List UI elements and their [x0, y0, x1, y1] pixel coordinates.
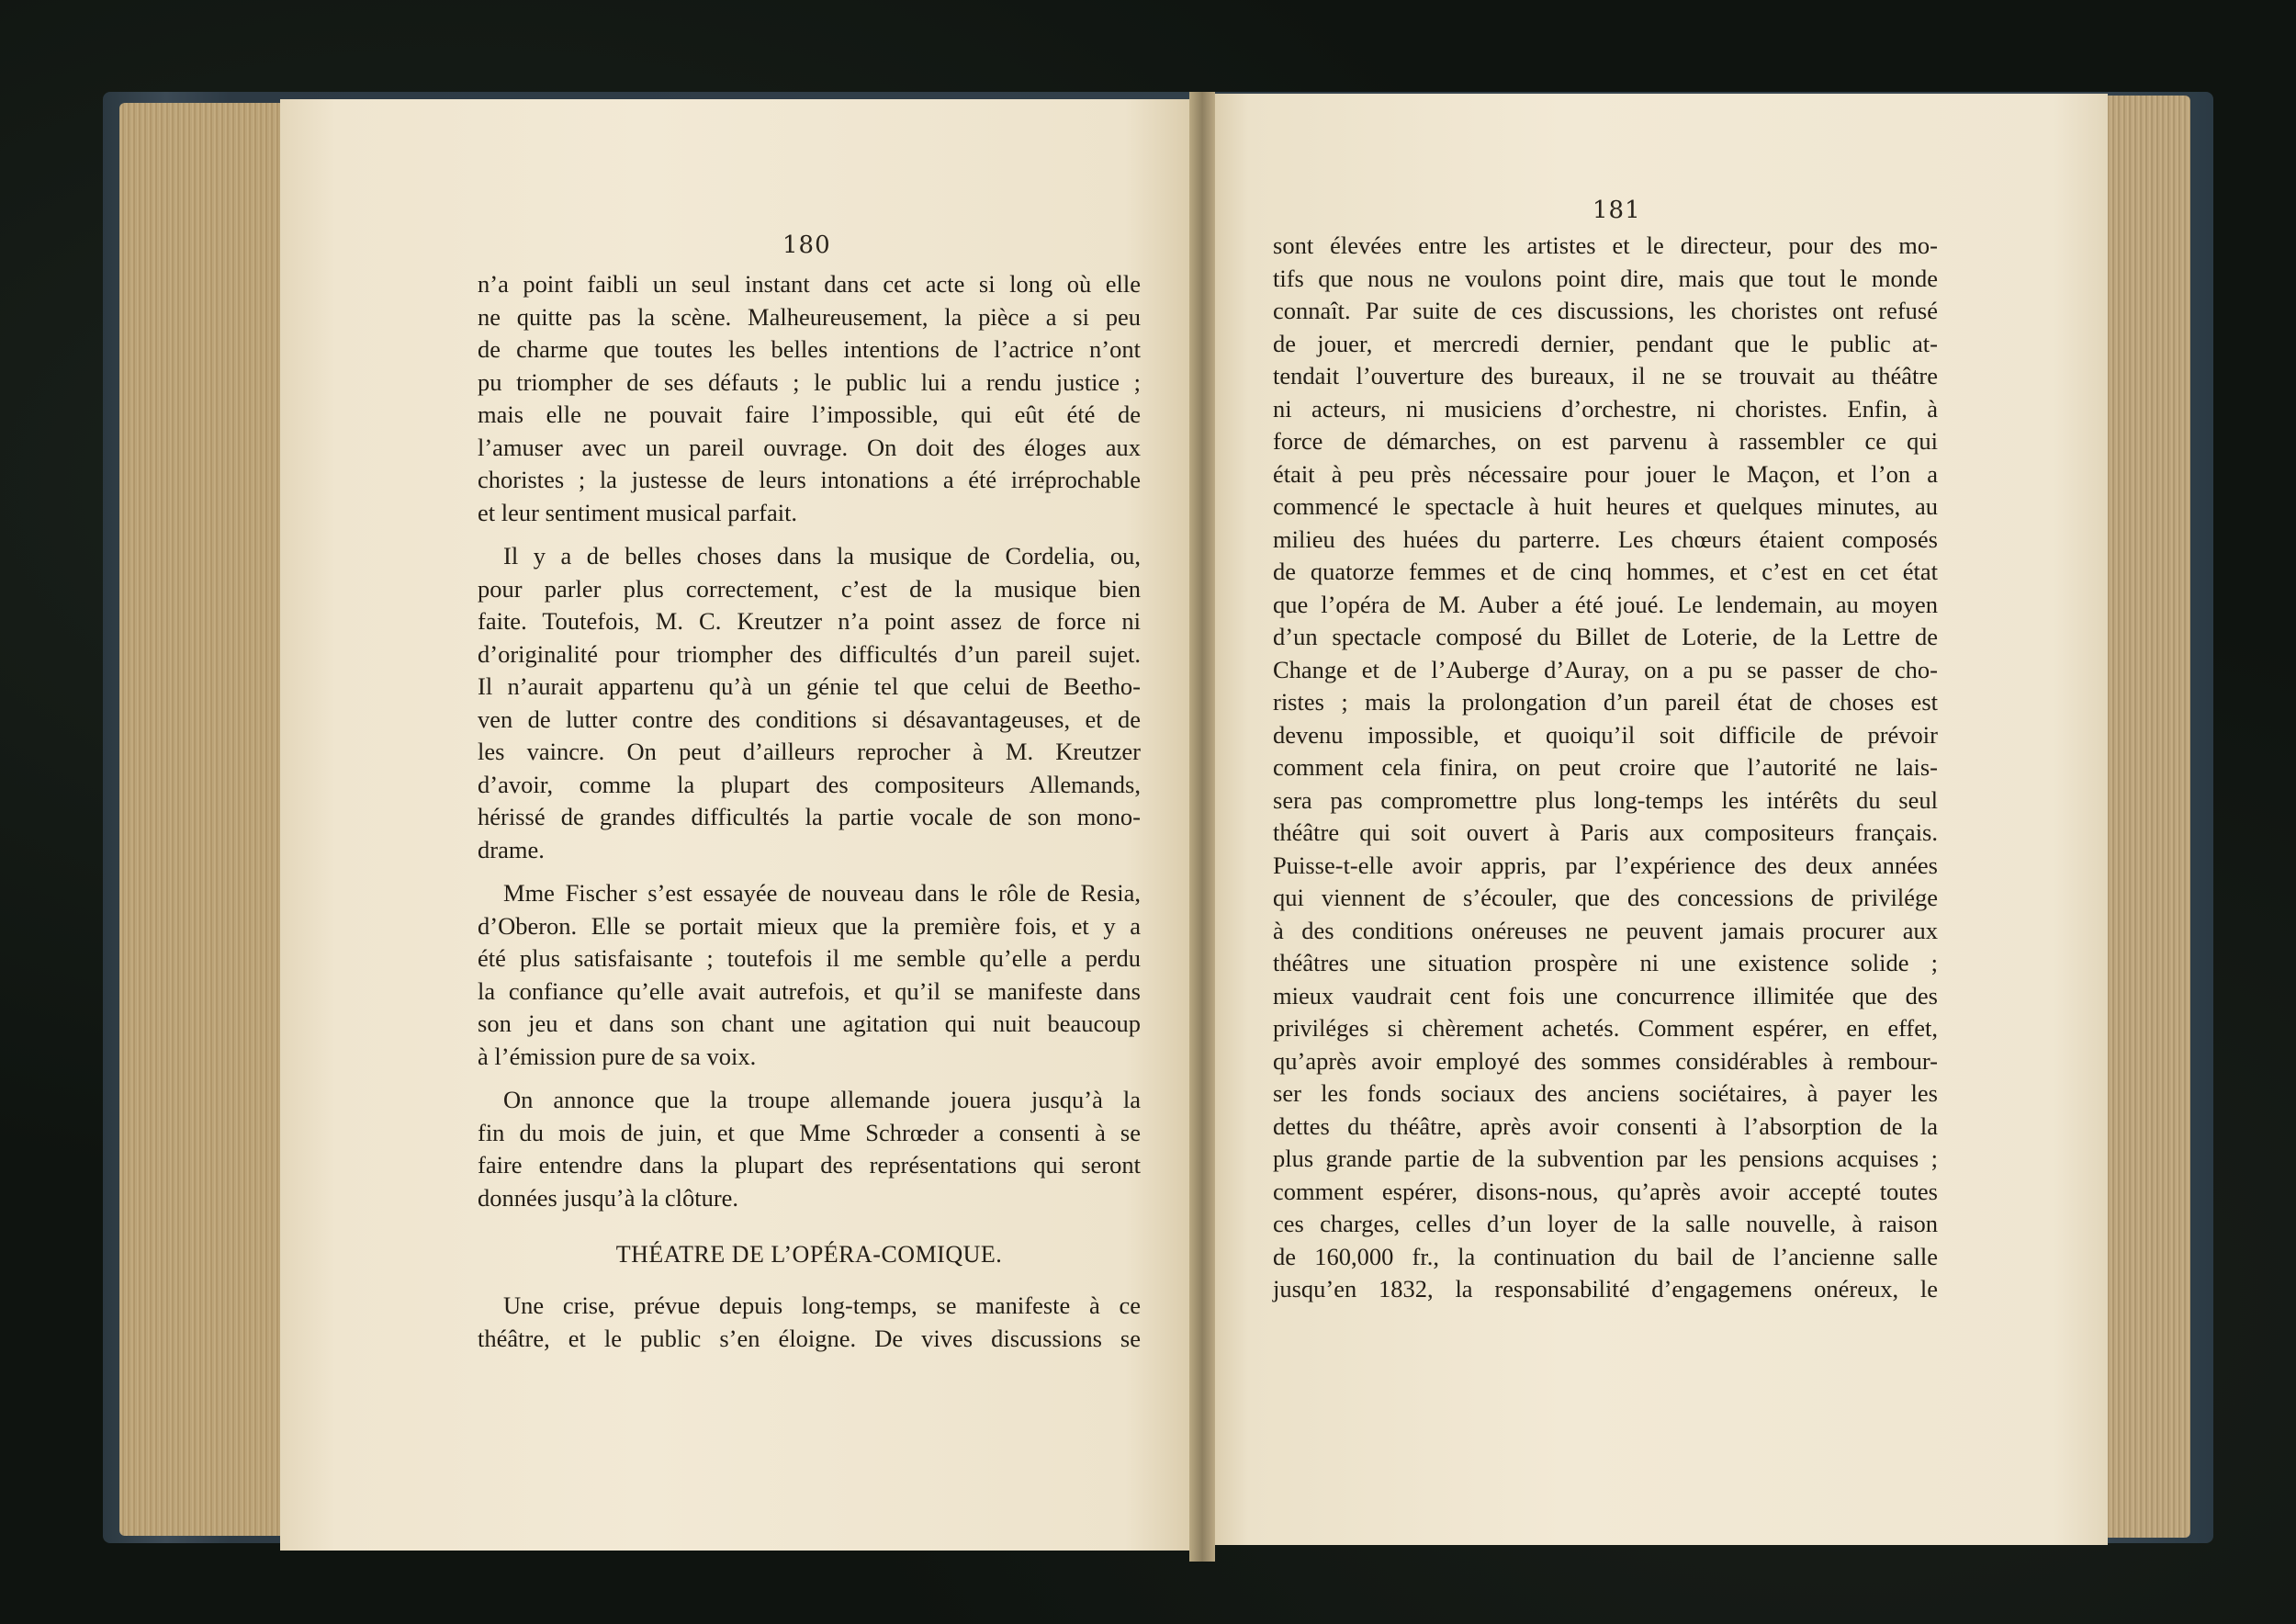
text-line: plus grande partie de la subvention par les pensions acquises ;	[1273, 1145, 1938, 1172]
text-line: choristes ; la justesse de leurs intonations a été irréprochable	[478, 466, 1141, 493]
text-line: son jeu et dans son chant une agitation qui nuit beaucoup	[478, 1009, 1141, 1037]
text-line: commencé le spectacle à huit heures et quelques minutes, au	[1273, 492, 1938, 520]
text-line: à l’émission pure de sa voix.	[478, 1042, 757, 1070]
text-line: mieux vaudrait cent fois une concurrence illimitée que des	[1273, 981, 1938, 1009]
text-line: tendait l’ouverture des bureaux, il ne se trouvait au théâtre	[1273, 362, 1938, 389]
text-line: théâtre qui soit ouvert à Paris aux compositeurs français.	[1273, 818, 1938, 846]
text-line: jusqu’en 1832, la responsabilité d’engagemens onéreux, le	[1273, 1275, 1938, 1303]
text-line: sera pas compromettre plus long-temps les intérêts du seul	[1273, 785, 1938, 814]
text-line: de 160,000 fr., la continuation du bail de l’ancienne salle	[1273, 1242, 1938, 1270]
text-line: et leur sentiment musical parfait.	[478, 498, 798, 526]
text-line: de jouer, et mercredi dernier, pendant que le public at-	[1273, 329, 1938, 357]
text-line: ne quitte pas la scène. Malheureusement, la pièce a si peu	[478, 302, 1141, 331]
text-line: d’originalité pour triompher des difficultés d’un pareil sujet.	[478, 639, 1141, 668]
text-line: hérissé de grandes difficultés la partie vocale de son mono-	[478, 803, 1141, 830]
text-line: que l’opéra de M. Auber a été joué. Le lendemain, au moyen	[1273, 590, 1938, 618]
text-line: faire entendre dans la plupart des représentations qui seront	[478, 1151, 1141, 1179]
text-line: ven de lutter contre des conditions si désavantageuses, et de	[478, 705, 1141, 733]
text-line: faite. Toutefois, M. C. Kreutzer n’a point assez de force ni	[478, 607, 1141, 635]
text-line: à des conditions onéreuses ne peuvent jamais procurer aux	[1273, 916, 1938, 944]
right-page-text	[1273, 230, 1938, 1306]
text-line: ces charges, celles d’un loyer de la salle nouvelle, à raison	[1273, 1210, 1938, 1237]
text-line: pu triompher de ses défauts ; le public lui a rendu justice ;	[478, 367, 1141, 396]
text-line: Il y a de belles choses dans la musique de Cordelia, ou,	[503, 542, 1141, 570]
right-page-number: 181	[1593, 197, 1641, 224]
paragraph-gap	[478, 866, 1141, 877]
text-line: l’amuser avec un pareil ouvrage. On doit des éloges aux	[478, 433, 1141, 461]
text-line: n’a point faibli un seul instant dans cet acte si long où elle	[478, 270, 1141, 298]
text-line: connaît. Par suite de ces discussions, les choristes ont refusé	[1273, 297, 1938, 324]
text-line: milieu des huées du parterre. Les chœurs étaient composés	[1273, 524, 1938, 553]
text-line: ni acteurs, ni musiciens d’orchestre, ni choristes. Enfin, à	[1273, 394, 1938, 423]
text-line: était à peu près nécessaire pour jouer le Maçon, et l’on a	[1273, 459, 1938, 488]
text-line: la confiance qu’elle avait autrefois, et qu’il se manifeste dans	[478, 976, 1141, 1005]
text-line: sont élevées entre les artistes et le directeur, pour des mo-	[1273, 231, 1938, 259]
text-line: force de démarches, on est parvenu à rassembler ce qui	[1273, 427, 1938, 455]
text-line: qu’après avoir employé des sommes considérables à rembour-	[1273, 1046, 1938, 1075]
text-line: dettes du théâtre, après avoir consenti à l’absorption de la	[1273, 1111, 1938, 1140]
text-line: Il n’aurait appartenu qu’à un génie tel que celui de Beetho-	[478, 672, 1141, 700]
text-line: d’un spectacle composé du Billet de Loterie, de la Lettre de	[1273, 623, 1938, 650]
text-line: qui viennent de s’écouler, que des concessions de privilége	[1273, 884, 1938, 911]
text-line: Mme Fischer s’est essayée de nouveau dans le rôle de Resia,	[503, 879, 1141, 907]
left-page-text	[478, 268, 1141, 1355]
text-line: Change et de l’Auberge d’Auray, on a pu se passer de cho-	[1273, 655, 1938, 683]
text-line: ristes ; mais la prolongation d’un pareil état de choses est	[1273, 688, 1938, 716]
text-line: pour parler plus correctement, c’est de la musique bien	[478, 574, 1141, 603]
text-line: été plus satisfaisante ; toutefois il me semble qu’elle a perdu	[478, 944, 1141, 972]
text-line: mais elle ne pouvait faire l’impossible, qui eût été de	[478, 400, 1141, 428]
text-line: de charme que toutes les belles intentions de l’actrice n’ont	[478, 335, 1141, 363]
left-page-edges	[119, 103, 285, 1536]
paragraph-gap	[478, 1073, 1141, 1084]
text-line: devenu impossible, et quoiqu’il soit difficile de prévoir	[1273, 720, 1938, 749]
text-line: Une crise, prévue depuis long-temps, se manifeste à ce	[503, 1291, 1141, 1319]
text-line: fin du mois de juin, et que Mme Schrœder a consenti à se	[478, 1118, 1141, 1146]
text-line: théâtres une situation prospère ni une existence solide ;	[1273, 949, 1938, 976]
paragraph-gap	[478, 529, 1141, 540]
text-line: comment espérer, disons-nous, qu’après avoir accepté toutes	[1273, 1177, 1938, 1205]
text-line: les vaincre. On peut d’ailleurs reprocher à M. Kreutzer	[478, 738, 1141, 765]
section-heading: THÉATRE DE L’OPÉRA-COMIQUE.	[615, 1241, 1003, 1268]
text-line: de quatorze femmes et de cinq hommes, et c’est en cet état	[1273, 558, 1938, 585]
right-page-edges	[2099, 96, 2190, 1538]
text-line: priviléges si chèrement achetés. Comment espérer, en effet,	[1273, 1014, 1938, 1042]
text-line: tifs que nous ne voulons point dire, mais que tout le monde	[1273, 264, 1938, 292]
text-line: Puisse-t-elle avoir appris, par l’expérience des deux années	[1273, 851, 1938, 879]
text-line: d’Oberon. Elle se portait mieux que la première fois, et y a	[478, 911, 1141, 940]
text-line: théâtre, et le public s’en éloigne. De vives discussions se	[478, 1324, 1141, 1352]
text-line: d’avoir, comme la plupart des compositeurs Allemands,	[478, 770, 1141, 798]
text-line: données jusqu’à la clôture.	[478, 1183, 739, 1212]
text-line: On annonce que la troupe allemande jouera jusqu’à la	[503, 1086, 1141, 1113]
text-line: drame.	[478, 835, 545, 863]
left-page-number: 180	[782, 231, 831, 259]
text-line: ser les fonds sociaux des anciens sociétaires, à payer les	[1273, 1079, 1938, 1107]
book-gutter	[1189, 92, 1215, 1562]
text-line: comment cela finira, on peut croire que l’autorité ne lais-	[1273, 753, 1938, 781]
